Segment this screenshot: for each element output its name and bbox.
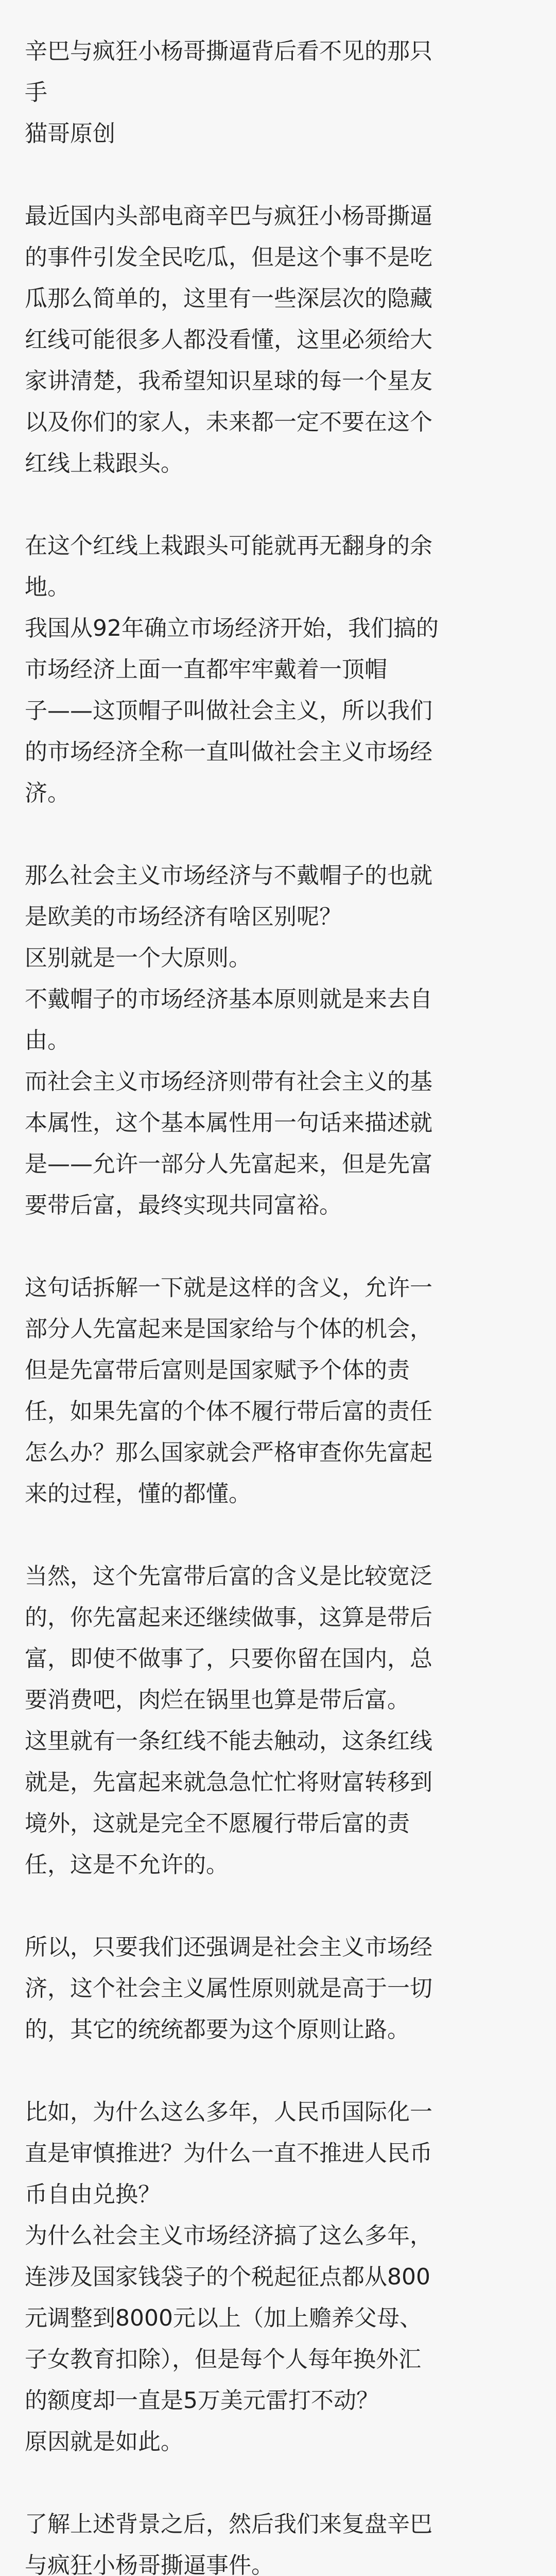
paragraph-line: 在这个红线上栽跟头可能就再无翻身的余 <box>25 533 432 559</box>
paragraph-line: 的事件引发全民吃瓜，但是这个事不是吃 <box>25 244 432 270</box>
paragraph-line: 当然，这个先富带后富的含义是比较宽泛 <box>25 1563 432 1589</box>
paragraph-line: 是欧美的市场经济有啥区别呢？ <box>25 904 342 930</box>
paragraph-line: 就是，先富起来就急急忙忙将财富转移到 <box>25 1769 432 1795</box>
article-title-line: 辛巴与疯狂小杨哥撕逼背后看不见的那只 <box>25 38 432 64</box>
paragraph-line: 地。 <box>25 574 70 600</box>
paragraph-line: 所以，只要我们还强调是社会主义市场经 <box>25 1934 432 1960</box>
paragraph-line: 原因就是如此。 <box>25 2429 183 2455</box>
paragraph-line: 部分人先富起来是国家给与个体的机会， <box>25 1316 432 1342</box>
paragraph-line: 瓜那么简单的，这里有一些深层次的隐藏 <box>25 285 432 312</box>
paragraph-line: 而社会主义市场经济则带有社会主义的基 <box>25 1069 432 1095</box>
paragraph-line: 的，你先富起来还继续做事，这算是带后 <box>25 1604 432 1631</box>
article-paragraph <box>25 526 531 814</box>
paragraph-line: 为什么社会主义市场经济搞了这么多年， <box>25 2223 432 2249</box>
paragraph-line: 市场经济上面一直都牢牢戴着一顶帽 <box>25 656 387 683</box>
paragraph-line: 比如，为什么这么多年，人民币国际化一 <box>25 2099 432 2125</box>
paragraph-line: 是——允许一部分人先富起来，但是先富 <box>25 1151 432 1177</box>
article-title <box>25 31 531 113</box>
paragraph-line: 来的过程，懂的都懂。 <box>25 1481 251 1507</box>
paragraph-line: 济，这个社会主义属性原则就是高于一切 <box>25 1975 432 2002</box>
article-paragraph <box>25 1556 531 1886</box>
paragraph-line: 家讲清楚，我希望知识星球的每一个星友 <box>25 368 432 394</box>
paragraph-line: 的额度却一直是5万美元雷打不动？ <box>25 2387 379 2414</box>
paragraph-line: 但是先富带后富则是国家赋予个体的责 <box>25 1357 410 1383</box>
paragraph-line: 红线可能很多人都没看懂，这里必须给大 <box>25 327 432 353</box>
paragraph-line: 怎么办？那么国家就会严格审查你先富起 <box>25 1439 432 1466</box>
paragraph-line: 这里就有一条红线不能去触动，这条红线 <box>25 1728 432 1754</box>
paragraph-line: 最近国内头部电商辛巴与疯狂小杨哥撕逼 <box>25 203 432 229</box>
paragraph-line: 直是审慎推进？为什么一直不推进人民币 <box>25 2140 432 2166</box>
paragraph-line: 富，即使不做事了，只要你留在国内，总 <box>25 1646 432 1672</box>
paragraph-line: 本属性，这个基本属性用一句话来描述就 <box>25 1110 432 1136</box>
article-body <box>25 196 531 2576</box>
paragraph-line: 红线上栽跟头。 <box>25 450 183 477</box>
paragraph-line: 这句话拆解一下就是这样的含义，允许一 <box>25 1275 432 1301</box>
article-paragraph <box>25 1267 531 1515</box>
article-content <box>25 31 531 2576</box>
paragraph-line: 连涉及国家钱袋子的个税起征点都从800 <box>25 2264 430 2290</box>
paragraph-line: 要消费吧，肉烂在锅里也算是带后富。 <box>25 1687 410 1713</box>
paragraph-line: 境外，这就是完全不愿履行带后富的责 <box>25 1810 410 1837</box>
paragraph-line: 子——这顶帽子叫做社会主义，所以我们 <box>25 698 432 724</box>
paragraph-line: 不戴帽子的市场经济基本原则就是来去自 <box>25 986 432 1012</box>
paragraph-line: 那么社会主义市场经济与不戴帽子的也就 <box>25 862 432 889</box>
paragraph-line: 元调整到8000元以上（加上赡养父母、 <box>25 2305 422 2331</box>
paragraph-line: 的市场经济全称一直叫做社会主义市场经 <box>25 739 432 765</box>
paragraph-line: 的，其它的统统都要为这个原则让路。 <box>25 2016 410 2043</box>
paragraph-line: 子女教育扣除），但是每个人每年换外汇 <box>25 2346 421 2372</box>
paragraph-line: 以及你们的家人，未来都一定不要在这个 <box>25 409 432 435</box>
article-paragraph <box>25 2092 531 2463</box>
paragraph-line: 任，如果先富的个体不履行带后富的责任 <box>25 1398 432 1425</box>
paragraph-line: 我国从92年确立市场经济开始，我们搞的 <box>25 615 439 641</box>
paragraph-line: 币自由兑换？ <box>25 2181 161 2208</box>
article-paragraph <box>25 855 531 1226</box>
article-title-line: 手 <box>25 79 47 106</box>
paragraph-line: 由。 <box>25 1027 70 1054</box>
paragraph-line: 与疯狂小杨哥撕逼事件。 <box>25 2552 274 2576</box>
article-paragraph <box>25 1927 531 2050</box>
paragraph-line: 任，这是不允许的。 <box>25 1852 229 1878</box>
article-paragraph <box>25 196 531 484</box>
paragraph-line: 了解上述背景之后，然后我们来复盘辛巴 <box>25 2511 432 2537</box>
paragraph-line: 济。 <box>25 780 70 806</box>
article-paragraph <box>25 2504 531 2576</box>
paragraph-line: 要带后富，最终实现共同富裕。 <box>25 1192 342 1218</box>
article-author: 猫哥原创 <box>25 121 115 147</box>
paragraph-line: 区别就是一个大原则。 <box>25 945 251 971</box>
